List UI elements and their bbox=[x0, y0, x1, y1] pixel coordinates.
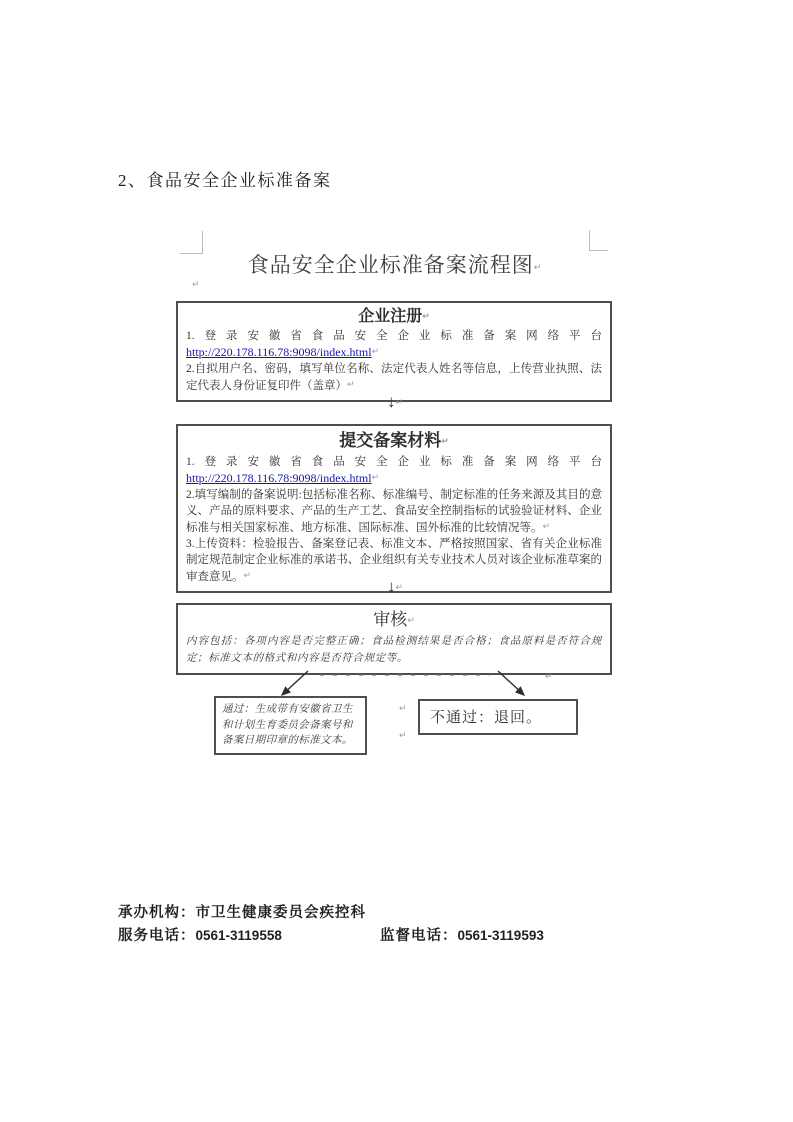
paragraph-mark: ↵ bbox=[533, 263, 543, 273]
footer-service-phone bbox=[118, 924, 282, 945]
branch-arrow-right bbox=[498, 671, 524, 695]
box-submit-materials bbox=[176, 424, 612, 593]
footer-agency: 承办机构：市卫生健康委员会疾控科 bbox=[118, 905, 366, 921]
section-heading: 2、食品安全企业标准备案 bbox=[118, 171, 332, 190]
down-arrow-icon: ↓ bbox=[386, 577, 396, 596]
box-register-body bbox=[186, 328, 602, 394]
paragraph-mark: ↵ bbox=[192, 280, 200, 290]
paragraph-mark: ↵ bbox=[371, 347, 380, 357]
paragraph-mark: ↵ bbox=[243, 571, 252, 581]
paragraph-mark: ↵ bbox=[422, 312, 430, 322]
service-phone-label: 服务电话： bbox=[118, 928, 196, 944]
box-review bbox=[176, 603, 612, 675]
branch-arrow-left bbox=[282, 671, 308, 695]
register-step-2: 2.自拟用户名、密码，填写单位名称、法定代表人姓名等信息，上传营业执照、法定代表人身份证复印件（盖章）↵ bbox=[186, 363, 602, 392]
flowchart-title-text: 食品安全企业标准备案流程图 bbox=[247, 253, 534, 277]
down-arrow-icon: ↓ bbox=[386, 392, 396, 411]
flow-arrow-down-1 bbox=[380, 393, 410, 412]
box-enterprise-registration bbox=[176, 301, 612, 402]
register-step-1: 1.登录安徽省食品安全企业标准备案网络平台 http://220.178.116.78:9098/index.html↵ bbox=[186, 330, 602, 359]
service-phone-number: 0561-3119558 bbox=[195, 928, 282, 943]
paragraph-mark: ↵ bbox=[395, 583, 404, 593]
flow-arrow-down-2 bbox=[380, 578, 410, 597]
paragraph-mark: ↵ bbox=[399, 704, 407, 714]
box-review-body: 内容包括：各项内容是否完整正确；食品检测结果是否合格；食品原料是否符合规定；标准文本的格式和内容是否符合规定等。 bbox=[186, 636, 602, 664]
paragraph-mark: ↵ bbox=[545, 672, 553, 682]
paragraph-mark: ↵ bbox=[395, 398, 404, 408]
footer-supervision-phone bbox=[380, 924, 544, 945]
box-outcome-fail: 不通过：退回。 bbox=[418, 699, 578, 735]
paragraph-mark: ↵ bbox=[347, 380, 355, 390]
platform-link[interactable]: http://220.178.116.78:9098/index.html bbox=[186, 471, 372, 485]
supervision-phone-number: 0561-3119593 bbox=[457, 928, 544, 943]
submit-step-1: 1.登录安徽省食品安全企业标准备案网络平台 http://220.178.116.78:9098/index.html↵ bbox=[186, 456, 602, 485]
submit-step-3: 3.上传资料：检验报告、备案登记表、标准文本、严格按照国家、省有关企业标准制定规范制定企业标准的承诺书、企业组织有关专业技术人员对该企业标准草案的审查意见。↵ bbox=[186, 538, 602, 583]
paragraph-mark: ↵ bbox=[441, 437, 449, 447]
paragraph-mark: ↵ bbox=[371, 473, 380, 483]
platform-link[interactable]: http://220.178.116.78:9098/index.html bbox=[186, 345, 372, 359]
paragraph-mark: ↵ bbox=[399, 731, 407, 741]
paragraph-mark: ↵ bbox=[542, 522, 551, 532]
supervision-phone-label: 监督电话： bbox=[380, 928, 458, 944]
flowchart-title bbox=[175, 249, 615, 279]
paragraph-mark: ↵ bbox=[407, 616, 415, 626]
box-outcome-pass: 通过：生成带有安徽省卫生和计划生育委员会备案号和备案日期印章的标准文本。 bbox=[214, 696, 367, 755]
box-submit-title: 提交备案材料↵ bbox=[339, 431, 449, 450]
box-review-title: 审核↵ bbox=[373, 610, 415, 629]
box-register-title: 企业注册↵ bbox=[358, 308, 430, 325]
submit-step-2: 2.填写编制的备案说明:包括标准名称、标准编号、制定标准的任务来源及其目的意义、产品的原料要求、产品的生产工艺、食品安全控制指标的试验验证材料、企业标准与相关国家标准、地方标准、国际标准、国外标准的比较情况等。↵ bbox=[186, 489, 602, 534]
box-submit-body bbox=[186, 454, 602, 585]
margin-mark-top-right bbox=[589, 230, 608, 251]
